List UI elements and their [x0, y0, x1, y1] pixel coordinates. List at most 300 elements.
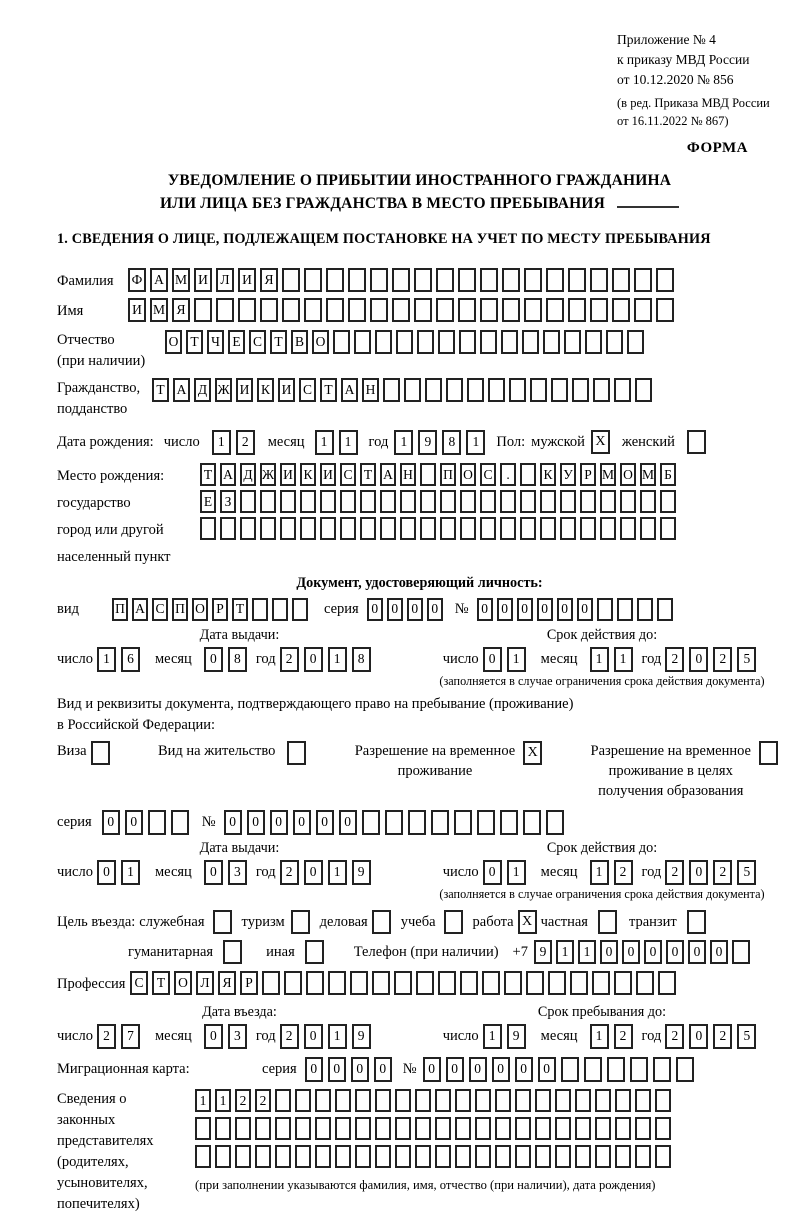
char-cell[interactable] — [620, 490, 636, 513]
char-cell[interactable] — [607, 1057, 625, 1082]
char-cell[interactable] — [355, 1089, 371, 1112]
char-cell[interactable] — [440, 490, 456, 513]
char-cell[interactable] — [612, 298, 630, 322]
char-cell[interactable]: 0 — [689, 647, 708, 672]
char-cell[interactable]: И — [238, 268, 256, 292]
char-cell[interactable]: 0 — [644, 940, 662, 964]
purpose-private-checkbox[interactable] — [598, 910, 617, 934]
char-cell[interactable] — [655, 1145, 671, 1168]
char-cell[interactable] — [657, 598, 673, 621]
char-cell[interactable]: 1 — [590, 647, 609, 672]
char-cell[interactable]: 2 — [614, 860, 633, 885]
char-cell[interactable] — [454, 810, 472, 835]
purpose-humanitarian-checkbox[interactable] — [223, 940, 242, 964]
char-cell[interactable] — [660, 490, 676, 513]
char-cell[interactable]: Т — [360, 463, 376, 486]
char-cell[interactable]: 5 — [737, 860, 756, 885]
char-cell[interactable] — [315, 1089, 331, 1112]
char-cell[interactable]: 6 — [121, 647, 140, 672]
char-cell[interactable]: И — [194, 268, 212, 292]
char-cell[interactable] — [262, 971, 280, 995]
char-cell[interactable] — [523, 810, 541, 835]
char-cell[interactable]: 0 — [577, 598, 593, 621]
char-cell[interactable]: 2 — [665, 647, 684, 672]
char-cell[interactable] — [431, 810, 449, 835]
option-temp-residence-edu-checkbox[interactable] — [759, 741, 778, 765]
char-cell[interactable] — [595, 1117, 611, 1140]
char-cell[interactable]: О — [165, 330, 182, 354]
char-cell[interactable] — [475, 1089, 491, 1112]
char-cell[interactable] — [653, 1057, 671, 1082]
char-cell[interactable] — [260, 517, 276, 540]
char-cell[interactable]: 1 — [394, 430, 413, 455]
char-cell[interactable]: О — [460, 463, 476, 486]
char-cell[interactable] — [504, 971, 522, 995]
char-cell[interactable] — [656, 298, 674, 322]
char-cell[interactable] — [455, 1117, 471, 1140]
char-cell[interactable]: 0 — [102, 810, 120, 835]
char-cell[interactable] — [548, 971, 566, 995]
char-cell[interactable]: Т — [152, 378, 169, 402]
char-cell[interactable]: 1 — [315, 430, 334, 455]
char-cell[interactable]: 0 — [477, 598, 493, 621]
char-cell[interactable]: Д — [194, 378, 211, 402]
char-cell[interactable]: 0 — [304, 860, 323, 885]
char-cell[interactable]: П — [172, 598, 188, 621]
char-cell[interactable] — [520, 490, 536, 513]
gender-female-checkbox[interactable] — [687, 430, 706, 454]
char-cell[interactable]: 0 — [125, 810, 143, 835]
char-cell[interactable]: 0 — [666, 940, 684, 964]
char-cell[interactable]: 9 — [352, 860, 371, 885]
char-cell[interactable] — [438, 330, 455, 354]
char-cell[interactable]: И — [128, 298, 146, 322]
char-cell[interactable]: М — [600, 463, 616, 486]
char-cell[interactable] — [635, 1145, 651, 1168]
char-cell[interactable]: А — [341, 378, 358, 402]
char-cell[interactable]: 1 — [328, 647, 347, 672]
char-cell[interactable] — [597, 598, 613, 621]
char-cell[interactable] — [526, 971, 544, 995]
char-cell[interactable] — [520, 463, 536, 486]
char-cell[interactable] — [560, 517, 576, 540]
char-cell[interactable] — [275, 1117, 291, 1140]
char-cell[interactable] — [555, 1117, 571, 1140]
char-cell[interactable] — [522, 330, 539, 354]
char-cell[interactable]: 1 — [212, 430, 231, 455]
char-cell[interactable] — [295, 1117, 311, 1140]
char-cell[interactable] — [555, 1089, 571, 1112]
char-cell[interactable] — [148, 810, 166, 835]
char-cell[interactable] — [500, 490, 516, 513]
char-cell[interactable] — [502, 268, 520, 292]
char-cell[interactable]: 0 — [537, 598, 553, 621]
char-cell[interactable]: С — [249, 330, 266, 354]
char-cell[interactable] — [300, 490, 316, 513]
char-cell[interactable] — [350, 971, 368, 995]
char-cell[interactable]: 0 — [622, 940, 640, 964]
char-cell[interactable]: 3 — [228, 860, 247, 885]
char-cell[interactable] — [295, 1145, 311, 1168]
char-cell[interactable] — [634, 298, 652, 322]
char-cell[interactable]: 2 — [236, 430, 255, 455]
char-cell[interactable]: 1 — [328, 1024, 347, 1049]
char-cell[interactable] — [500, 810, 518, 835]
char-cell[interactable] — [326, 298, 344, 322]
char-cell[interactable]: Ж — [260, 463, 276, 486]
char-cell[interactable] — [635, 1089, 651, 1112]
char-cell[interactable] — [540, 517, 556, 540]
char-cell[interactable] — [240, 490, 256, 513]
char-cell[interactable] — [614, 971, 632, 995]
char-cell[interactable] — [640, 517, 656, 540]
char-cell[interactable] — [600, 490, 616, 513]
char-cell[interactable] — [275, 1145, 291, 1168]
char-cell[interactable]: 0 — [293, 810, 311, 835]
purpose-study-checkbox[interactable] — [444, 910, 463, 934]
char-cell[interactable]: 0 — [374, 1057, 392, 1082]
char-cell[interactable] — [328, 971, 346, 995]
char-cell[interactable] — [606, 330, 623, 354]
char-cell[interactable]: Р — [580, 463, 596, 486]
char-cell[interactable] — [335, 1117, 351, 1140]
char-cell[interactable]: 0 — [328, 1057, 346, 1082]
char-cell[interactable]: 0 — [557, 598, 573, 621]
char-cell[interactable]: 2 — [713, 1024, 732, 1049]
char-cell[interactable] — [620, 517, 636, 540]
char-cell[interactable]: С — [340, 463, 356, 486]
char-cell[interactable] — [568, 268, 586, 292]
char-cell[interactable] — [292, 598, 308, 621]
char-cell[interactable] — [732, 940, 750, 964]
char-cell[interactable] — [435, 1089, 451, 1112]
char-cell[interactable]: И — [280, 463, 296, 486]
char-cell[interactable]: 1 — [590, 860, 609, 885]
char-cell[interactable] — [495, 1117, 511, 1140]
char-cell[interactable] — [546, 298, 564, 322]
char-cell[interactable]: 2 — [280, 860, 299, 885]
char-cell[interactable] — [395, 1145, 411, 1168]
char-cell[interactable]: 2 — [97, 1024, 116, 1049]
char-cell[interactable]: 2 — [255, 1089, 271, 1112]
char-cell[interactable]: 2 — [665, 860, 684, 885]
char-cell[interactable] — [320, 517, 336, 540]
char-cell[interactable]: 3 — [228, 1024, 247, 1049]
char-cell[interactable] — [590, 268, 608, 292]
char-cell[interactable] — [171, 810, 189, 835]
gender-male-checkbox[interactable]: X — [591, 430, 610, 454]
char-cell[interactable] — [304, 298, 322, 322]
char-cell[interactable] — [530, 378, 547, 402]
char-cell[interactable] — [408, 810, 426, 835]
char-cell[interactable]: 0 — [710, 940, 728, 964]
char-cell[interactable] — [417, 330, 434, 354]
char-cell[interactable] — [555, 1145, 571, 1168]
char-cell[interactable]: М — [640, 463, 656, 486]
char-cell[interactable]: А — [220, 463, 236, 486]
char-cell[interactable] — [415, 1089, 431, 1112]
char-cell[interactable] — [475, 1145, 491, 1168]
char-cell[interactable] — [570, 971, 588, 995]
char-cell[interactable]: 0 — [515, 1057, 533, 1082]
char-cell[interactable] — [635, 1117, 651, 1140]
char-cell[interactable]: 1 — [328, 860, 347, 885]
char-cell[interactable]: А — [132, 598, 148, 621]
purpose-business-checkbox[interactable] — [372, 910, 391, 934]
char-cell[interactable]: Н — [362, 378, 379, 402]
char-cell[interactable]: 0 — [305, 1057, 323, 1082]
char-cell[interactable] — [655, 1089, 671, 1112]
char-cell[interactable] — [215, 1145, 231, 1168]
char-cell[interactable]: К — [300, 463, 316, 486]
char-cell[interactable]: 9 — [418, 430, 437, 455]
option-residence-permit-checkbox[interactable] — [287, 741, 306, 765]
char-cell[interactable]: Д — [240, 463, 256, 486]
char-cell[interactable] — [524, 298, 542, 322]
char-cell[interactable]: Т — [320, 378, 337, 402]
char-cell[interactable] — [467, 378, 484, 402]
char-cell[interactable] — [500, 517, 516, 540]
char-cell[interactable] — [194, 298, 212, 322]
char-cell[interactable] — [580, 490, 596, 513]
char-cell[interactable]: 1 — [339, 430, 358, 455]
char-cell[interactable]: 1 — [195, 1089, 211, 1112]
char-cell[interactable] — [524, 268, 542, 292]
char-cell[interactable]: У — [560, 463, 576, 486]
char-cell[interactable] — [295, 1089, 311, 1112]
char-cell[interactable]: 2 — [280, 647, 299, 672]
char-cell[interactable] — [480, 268, 498, 292]
char-cell[interactable]: Т — [270, 330, 287, 354]
char-cell[interactable]: 0 — [204, 647, 223, 672]
char-cell[interactable] — [215, 1117, 231, 1140]
char-cell[interactable] — [362, 810, 380, 835]
char-cell[interactable] — [480, 330, 497, 354]
char-cell[interactable]: 2 — [280, 1024, 299, 1049]
char-cell[interactable] — [593, 378, 610, 402]
char-cell[interactable]: Р — [240, 971, 258, 995]
char-cell[interactable] — [658, 971, 676, 995]
char-cell[interactable] — [460, 971, 478, 995]
char-cell[interactable]: 1 — [121, 860, 140, 885]
char-cell[interactable]: А — [173, 378, 190, 402]
char-cell[interactable] — [333, 330, 350, 354]
char-cell[interactable]: П — [440, 463, 456, 486]
char-cell[interactable] — [300, 517, 316, 540]
char-cell[interactable] — [477, 810, 495, 835]
char-cell[interactable] — [655, 1117, 671, 1140]
char-cell[interactable] — [630, 1057, 648, 1082]
char-cell[interactable] — [543, 330, 560, 354]
char-cell[interactable]: 0 — [304, 647, 323, 672]
char-cell[interactable]: 7 — [121, 1024, 140, 1049]
char-cell[interactable]: Ж — [215, 378, 232, 402]
char-cell[interactable]: Т — [200, 463, 216, 486]
char-cell[interactable]: 0 — [407, 598, 423, 621]
char-cell[interactable]: 9 — [352, 1024, 371, 1049]
char-cell[interactable] — [656, 268, 674, 292]
char-cell[interactable] — [195, 1117, 211, 1140]
char-cell[interactable]: И — [236, 378, 253, 402]
char-cell[interactable] — [435, 1145, 451, 1168]
char-cell[interactable] — [326, 268, 344, 292]
char-cell[interactable] — [195, 1145, 211, 1168]
char-cell[interactable] — [375, 1117, 391, 1140]
char-cell[interactable] — [400, 517, 416, 540]
char-cell[interactable] — [564, 330, 581, 354]
char-cell[interactable] — [455, 1089, 471, 1112]
char-cell[interactable]: 0 — [387, 598, 403, 621]
char-cell[interactable]: 0 — [492, 1057, 510, 1082]
char-cell[interactable]: С — [480, 463, 496, 486]
char-cell[interactable] — [385, 810, 403, 835]
char-cell[interactable]: 2 — [713, 860, 732, 885]
char-cell[interactable] — [595, 1145, 611, 1168]
char-cell[interactable]: 1 — [466, 430, 485, 455]
char-cell[interactable]: М — [150, 298, 168, 322]
char-cell[interactable] — [360, 517, 376, 540]
char-cell[interactable]: 9 — [534, 940, 552, 964]
char-cell[interactable] — [575, 1145, 591, 1168]
char-cell[interactable] — [540, 490, 556, 513]
char-cell[interactable] — [495, 1145, 511, 1168]
char-cell[interactable]: 8 — [228, 647, 247, 672]
char-cell[interactable]: Я — [218, 971, 236, 995]
char-cell[interactable] — [585, 330, 602, 354]
char-cell[interactable]: А — [380, 463, 396, 486]
char-cell[interactable] — [395, 1089, 411, 1112]
char-cell[interactable]: 1 — [507, 647, 526, 672]
char-cell[interactable] — [372, 971, 390, 995]
char-cell[interactable] — [238, 298, 256, 322]
char-cell[interactable]: 8 — [352, 647, 371, 672]
char-cell[interactable]: 0 — [538, 1057, 556, 1082]
char-cell[interactable] — [575, 1089, 591, 1112]
char-cell[interactable] — [375, 1089, 391, 1112]
char-cell[interactable] — [546, 268, 564, 292]
char-cell[interactable]: Т — [186, 330, 203, 354]
char-cell[interactable] — [355, 1145, 371, 1168]
char-cell[interactable] — [520, 517, 536, 540]
char-cell[interactable] — [320, 490, 336, 513]
option-visa-checkbox[interactable] — [91, 741, 110, 765]
char-cell[interactable]: 0 — [367, 598, 383, 621]
char-cell[interactable] — [460, 517, 476, 540]
char-cell[interactable]: 1 — [483, 1024, 502, 1049]
char-cell[interactable] — [568, 298, 586, 322]
char-cell[interactable] — [458, 298, 476, 322]
char-cell[interactable]: Е — [200, 490, 216, 513]
char-cell[interactable]: Н — [400, 463, 416, 486]
purpose-work-checkbox[interactable]: X — [518, 910, 537, 934]
char-cell[interactable] — [515, 1089, 531, 1112]
char-cell[interactable]: В — [291, 330, 308, 354]
char-cell[interactable]: 0 — [304, 1024, 323, 1049]
char-cell[interactable] — [392, 268, 410, 292]
char-cell[interactable]: 9 — [507, 1024, 526, 1049]
char-cell[interactable]: 0 — [483, 647, 502, 672]
char-cell[interactable]: 5 — [737, 1024, 756, 1049]
char-cell[interactable] — [396, 330, 413, 354]
char-cell[interactable] — [502, 298, 520, 322]
char-cell[interactable]: К — [540, 463, 556, 486]
char-cell[interactable]: С — [130, 971, 148, 995]
char-cell[interactable] — [400, 490, 416, 513]
char-cell[interactable] — [415, 1117, 431, 1140]
char-cell[interactable]: 0 — [497, 598, 513, 621]
char-cell[interactable]: О — [174, 971, 192, 995]
char-cell[interactable] — [370, 298, 388, 322]
char-cell[interactable] — [561, 1057, 579, 1082]
char-cell[interactable] — [612, 268, 630, 292]
char-cell[interactable] — [252, 598, 268, 621]
char-cell[interactable]: 0 — [224, 810, 242, 835]
char-cell[interactable] — [660, 517, 676, 540]
char-cell[interactable] — [220, 517, 236, 540]
char-cell[interactable]: 0 — [316, 810, 334, 835]
char-cell[interactable]: П — [112, 598, 128, 621]
char-cell[interactable] — [595, 1089, 611, 1112]
char-cell[interactable] — [458, 268, 476, 292]
char-cell[interactable] — [282, 298, 300, 322]
char-cell[interactable] — [501, 330, 518, 354]
char-cell[interactable] — [560, 490, 576, 513]
char-cell[interactable] — [572, 378, 589, 402]
char-cell[interactable] — [315, 1117, 331, 1140]
char-cell[interactable] — [370, 268, 388, 292]
char-cell[interactable]: 0 — [688, 940, 706, 964]
char-cell[interactable] — [617, 598, 633, 621]
char-cell[interactable]: Ч — [207, 330, 224, 354]
char-cell[interactable] — [235, 1117, 251, 1140]
char-cell[interactable]: 0 — [204, 1024, 223, 1049]
char-cell[interactable] — [420, 490, 436, 513]
char-cell[interactable] — [615, 1089, 631, 1112]
char-cell[interactable]: 1 — [556, 940, 574, 964]
char-cell[interactable] — [600, 517, 616, 540]
char-cell[interactable]: 2 — [665, 1024, 684, 1049]
char-cell[interactable] — [637, 598, 653, 621]
char-cell[interactable] — [416, 971, 434, 995]
char-cell[interactable] — [282, 268, 300, 292]
char-cell[interactable]: О — [312, 330, 329, 354]
char-cell[interactable] — [614, 378, 631, 402]
char-cell[interactable] — [272, 598, 288, 621]
char-cell[interactable] — [535, 1117, 551, 1140]
char-cell[interactable] — [480, 298, 498, 322]
char-cell[interactable] — [615, 1145, 631, 1168]
char-cell[interactable] — [436, 298, 454, 322]
char-cell[interactable] — [438, 971, 456, 995]
char-cell[interactable]: О — [192, 598, 208, 621]
char-cell[interactable] — [415, 1145, 431, 1168]
char-cell[interactable]: 8 — [442, 430, 461, 455]
char-cell[interactable] — [640, 490, 656, 513]
char-cell[interactable] — [676, 1057, 694, 1082]
char-cell[interactable] — [425, 378, 442, 402]
char-cell[interactable]: С — [152, 598, 168, 621]
char-cell[interactable] — [306, 971, 324, 995]
char-cell[interactable]: Т — [232, 598, 248, 621]
char-cell[interactable] — [584, 1057, 602, 1082]
char-cell[interactable] — [575, 1117, 591, 1140]
char-cell[interactable] — [488, 378, 505, 402]
char-cell[interactable] — [280, 517, 296, 540]
char-cell[interactable]: . — [500, 463, 516, 486]
char-cell[interactable]: 0 — [423, 1057, 441, 1082]
char-cell[interactable] — [592, 971, 610, 995]
char-cell[interactable] — [482, 971, 500, 995]
